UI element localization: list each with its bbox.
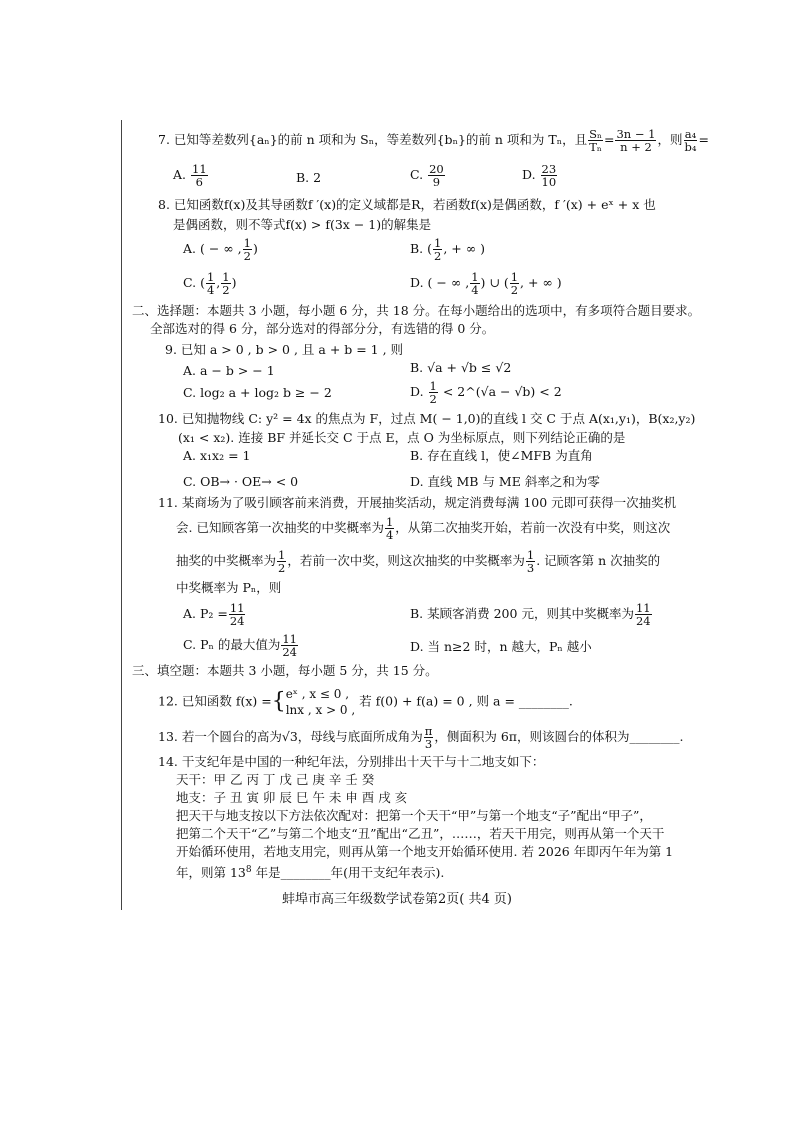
page-footer: 蚌埠市高三年级数学试卷第2页( 共4 页) <box>282 892 512 907</box>
section-3-heading: 三、填空题：本题共 3 小题，每小题 5 分，共 15 分。 <box>132 663 438 678</box>
q11-option-a: A. P₂ = $\frac{11}{24}$ <box>183 601 245 628</box>
q9-option-b: B. √a + √b ≤ √2 <box>410 360 512 375</box>
q7-ask-fraction: $\frac{\text{a₄}}{\text{b₄}}$ <box>684 127 697 154</box>
q9-option-c: C. log₂ a + log₂ b ≥ − 2 <box>183 385 332 400</box>
question-11-line-2: 会. 已知顾客第一次抽奖的中奖概率为 $\frac{1}{4}$ ，从第二次抽奖开始，若前一次没有中奖，则这次 <box>176 515 671 542</box>
question-12: 12. 已知函数 f(x) ={ eˣ , x ≤ 0 , lnx , x > 0 , 若 f(0) + f(a) = 0 , 则 a = ________. <box>158 687 573 717</box>
section-2-heading: 二、选择题：本题共 3 小题，每小题 6 分，共 18 分。在每小题给出的选项中，有多项符合题目要求。 <box>132 303 701 318</box>
question-14-line-1: 14. 干支纪年是中国的一种纪年法，分别排出十天干与十二地支如下： <box>158 754 545 769</box>
q8-option-b: B. ( $\frac{1}{2}$ , + ∞ ) <box>410 236 486 263</box>
q11-option-d: D. 当 n≥2 时，n 越大，Pₙ 越小 <box>410 639 592 654</box>
question-8-line-1: 8. 已知函数f(x)及其导函数f ′(x)的定义域都是R，若函数f(x)是偶函数，f ′(x) + eˣ + x 也 <box>158 197 656 212</box>
question-14-line-5: 把第二个天干“乙”与第二个地支“丑”配出“乙丑”，……，若天干用完，则再从第一个天干 <box>176 826 665 841</box>
question-8-line-2: 是偶函数，则不等式f(x) > f(3x − 1)的解集是 <box>173 217 432 232</box>
q9-option-a: A. a − b > − 1 <box>183 363 275 378</box>
question-11-line-4: 中奖概率为 Pₙ，则 <box>176 580 282 595</box>
question-14-dizhi: 地支：子 丑 寅 卯 辰 巳 午 未 申 酉 戌 亥 <box>176 790 408 805</box>
q12-piecewise: eˣ , x ≤ 0 , lnx , x > 0 , <box>285 687 356 717</box>
q7-option-d: D. $\frac{23}{10}$ <box>522 162 557 189</box>
q7-option-a: A. $\frac{11}{6}$ <box>173 162 207 189</box>
question-7-stem: 7. 已知等差数列{aₙ}的前 n 项和为 Sₙ，等差数列{bₙ}的前 n 项和为 Tₙ，且 $\frac{\text{Sₙ}}{\text{Tₙ}}$ = $\frac{3n - 1}{n + 2}$ ，则 $\frac{\text{a₄}}{\text{b₄}}$ = <box>158 127 709 154</box>
q8-option-a: A. ( − ∞ , $\frac{1}{2}$ ) <box>183 236 258 263</box>
q10-option-c: C. OB→ · OE→ < 0 <box>183 474 299 489</box>
question-10-line-1: 10. 已知抛物线 C: y² = 4x 的焦点为 F，过点 M( − 1,0)的直线 l 交 C 于点 A(x₁,y₁)，B(x₂,y₂) <box>158 411 696 426</box>
question-9-stem: 9. 已知 a > 0 , b > 0 , 且 a + b = 1 , 则 <box>165 342 404 357</box>
q11-option-c: C. Pₙ 的最大值为 $\frac{11}{24}$ <box>183 632 297 659</box>
q7-cond-fraction: $\frac{\text{Sₙ}}{\text{Tₙ}}$ <box>589 127 602 154</box>
q8-option-d: D. ( − ∞ , $\frac{1}{4}$ ) ∪ ( $\frac{1}{2}$ , + ∞ ) <box>410 270 562 297</box>
q7-option-b: B. 2 <box>296 170 322 185</box>
question-10-line-2: (x₁ < x₂). 连接 BF 并延长交 C 于点 E，点 O 为坐标原点，则下列结论正确的是 <box>178 430 626 445</box>
q9-option-d: D. $\frac{1}{2}$ < 2^(√a − √b) < 2 <box>410 379 562 406</box>
question-11-line-3: 抽奖的中奖概率为 $\frac{1}{2}$ ，若前一次中奖，则这次抽奖的中奖概率为 $\frac{1}{3}$ . 记顾客第 n 次抽奖的 <box>176 548 661 575</box>
section-2-instructions: 全部选对的得 6 分，部分选对的得部分分，有选错的得 0 分。 <box>150 321 495 336</box>
q7-rhs-fraction: $\frac{3n - 1}{n + 2}$ <box>616 127 656 154</box>
q11-option-b: B. 某顾客消费 200 元，则其中奖概率为 $\frac{11}{24}$ <box>410 601 651 628</box>
question-11-line-1: 11. 某商场为了吸引顾客前来消费，开展抽奖活动，规定消费每满 100 元即可获得一次抽奖机 <box>158 495 677 510</box>
q8-option-c: C. ( $\frac{1}{4}$ , $\frac{1}{2}$ ) <box>183 270 237 297</box>
q10-option-a: A. x₁x₂ = 1 <box>183 448 251 463</box>
q7-text: 7. 已知等差数列{aₙ}的前 n 项和为 Sₙ，等差数列{bₙ}的前 n 项和为 Tₙ，且 <box>158 132 588 147</box>
question-14-line-7: 年，则第 $13^8$ 年是________年(用干支纪年表示). <box>176 865 445 881</box>
q10-option-b: B. 存在直线 l，使∠MFB 为直角 <box>410 448 593 463</box>
question-14-line-4: 把天干与地支按以下方法依次配对：把第一个天干“甲”与第一个地支“子”配出“甲子”， <box>176 808 652 823</box>
q7-option-c: C. $\frac{20}{9}$ <box>410 162 444 189</box>
question-13: 13. 若一个圆台的高为√3，母线与底面所成角为 $\frac{\pi}{3}$ ，侧面积为 6π，则该圆台的体积为________. <box>158 724 684 751</box>
q10-option-d: D. 直线 MB 与 ME 斜率之和为零 <box>410 474 600 489</box>
question-14-line-6: 开始循环使用，若地支用完，则再从第一个地支开始循环使用. 若 2026 年即丙午年为第 1 <box>176 844 674 859</box>
question-14-tiangan: 天干：甲 乙 丙 丁 戊 己 庚 辛 壬 癸 <box>176 772 375 787</box>
page-margin-line <box>121 120 122 910</box>
brace-icon: { <box>271 689 286 714</box>
